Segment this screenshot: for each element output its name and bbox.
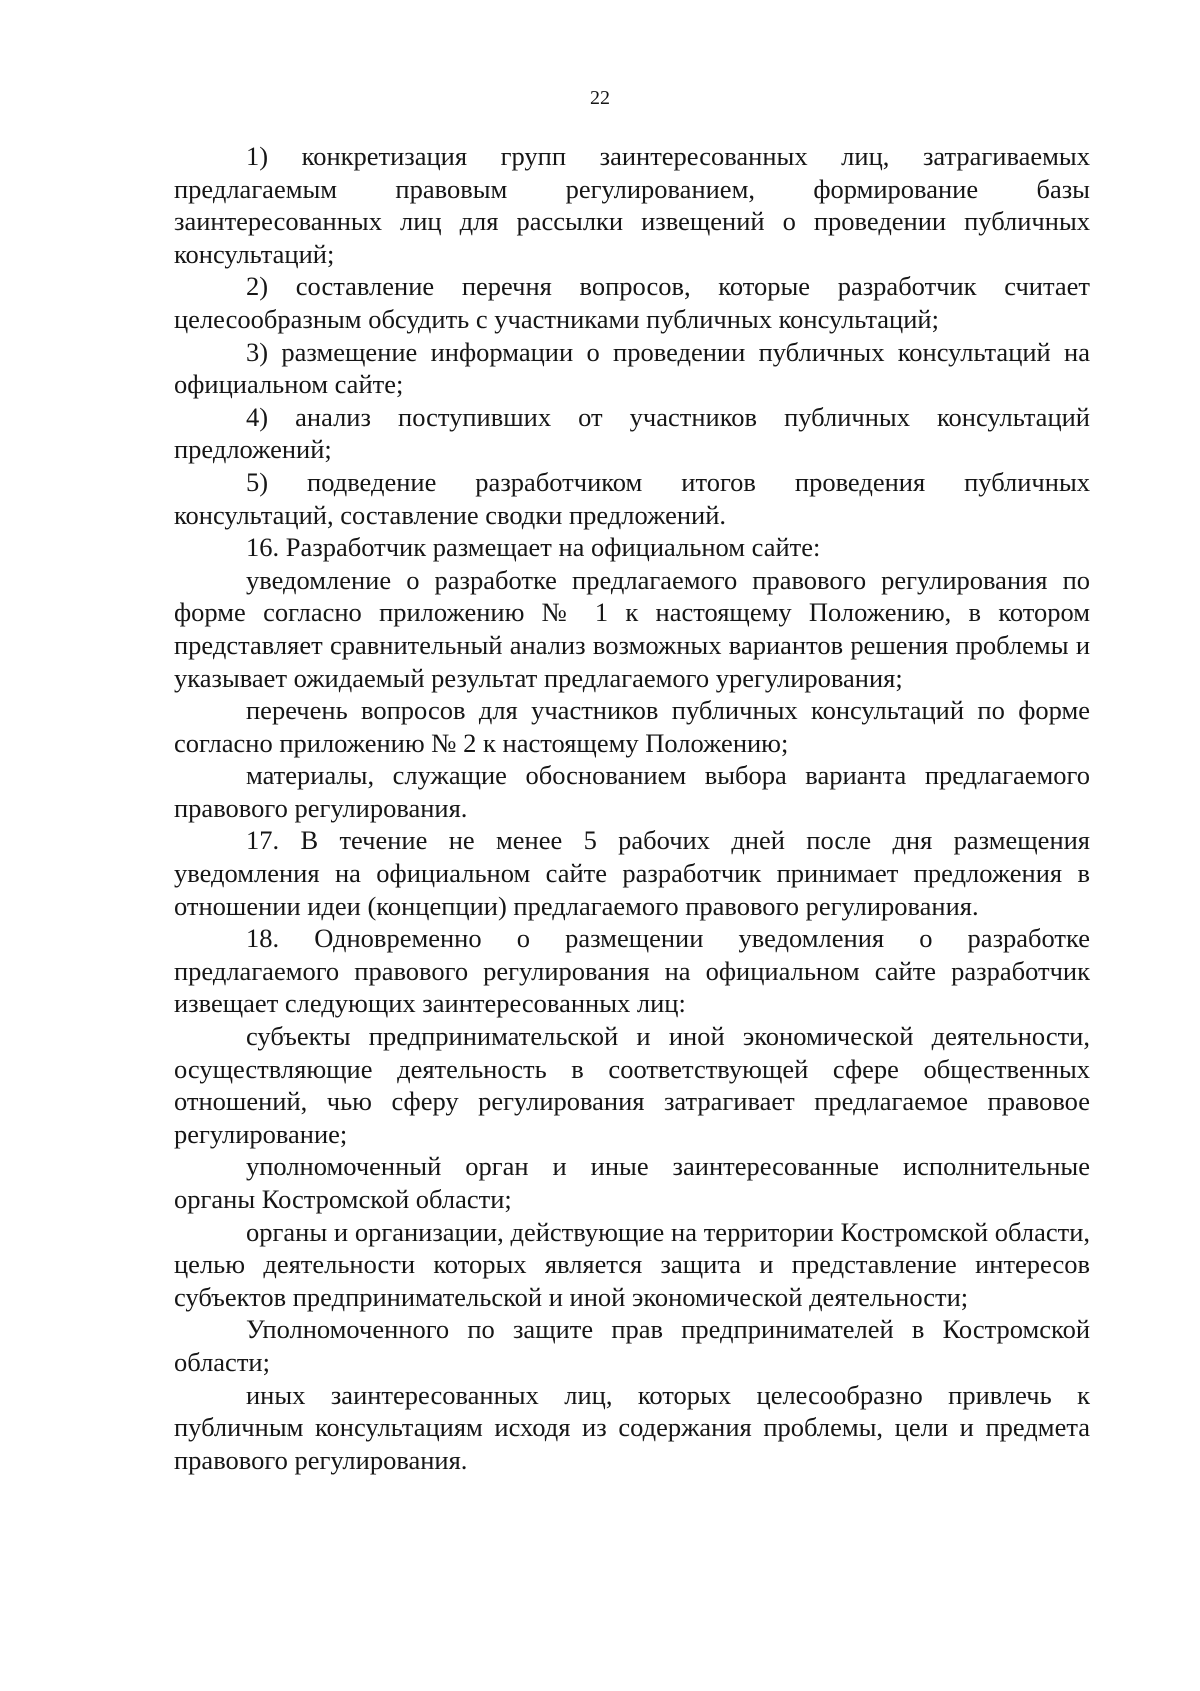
paragraph-organizations: органы и организации, действующие на территории Костромской области, целью деятельности которых является защита и представление интересов субъектов предпринимательской и иной экономической деятельности; [174,1216,1090,1312]
paragraph-3: 3) размещение информации о проведении публичных консультаций на официальном сайте; [174,336,1090,400]
paragraph-4: 4) анализ поступивших от участников публичных консультаций предложений; [174,401,1090,465]
paragraph-5: 5) подведение разработчиком итогов проведения публичных консультаций, составление сводки предложений. [174,466,1090,530]
paragraph-18: 18. Одновременно о размещении уведомления о разработке предлагаемого правового регулирования на официальном сайте разработчик извещает следующих заинтересованных лиц: [174,923,1090,1019]
paragraph-authorized-body: уполномоченный орган и иные заинтересованные исполнительные органы Костромской области; [174,1151,1090,1214]
paragraph-1: 1) конкретизация групп заинтересованных лиц, затрагиваемых предлагаемым правовым регулированием, формирование базы заинтересованных лиц для рассылки извещений о проведении публичных консультаций; [174,141,1090,269]
paragraph-notification: уведомление о разработке предлагаемого правового регулирования по форме согласно приложению № 1 к настоящему Положению, в котором представляет сравнительный анализ возможных вариантов решения проблемы и указывает ожидаемый результат предлагаемого урегулирования; [174,564,1090,693]
paragraph-2: 2) составление перечня вопросов, которые разработчик считает целесообразным обсудить с участниками публичных консультаций; [174,271,1090,334]
paragraph-business-entities: субъекты предпринимательской и иной экономической деятельности, осуществляющие деятельность в соответствующей сфере общественных отношений, чью сферу регулирования затрагивает предлагаемое правовое регулирование; [174,1021,1090,1149]
paragraph-ombudsman: Уполномоченного по защите прав предпринимателей в Костромской области; [174,1314,1090,1377]
paragraph-other-parties: иных заинтересованных лиц, которых целесообразно привлечь к публичным консультациям исходя из содержания проблемы, цели и предмета правового регулирования. [174,1379,1090,1475]
paragraph-questions-list: перечень вопросов для участников публичных консультаций по форме согласно приложению № 2 к настоящему Положению; [174,695,1090,758]
paragraph-materials: материалы, служащие обоснованием выбора варианта предлагаемого правового регулирования. [174,760,1090,823]
paragraph-17: 17. В течение не менее 5 рабочих дней после дня размещения уведомления на официальном сайте разработчик принимает предложения в отношении идеи (концепции) предлагаемого правового регулирования. [174,825,1090,921]
paragraph-16: 16. Разработчик размещает на официальном сайте: [246,532,821,563]
page-number: 22 [590,87,610,109]
document-body [174,140,1090,1476]
